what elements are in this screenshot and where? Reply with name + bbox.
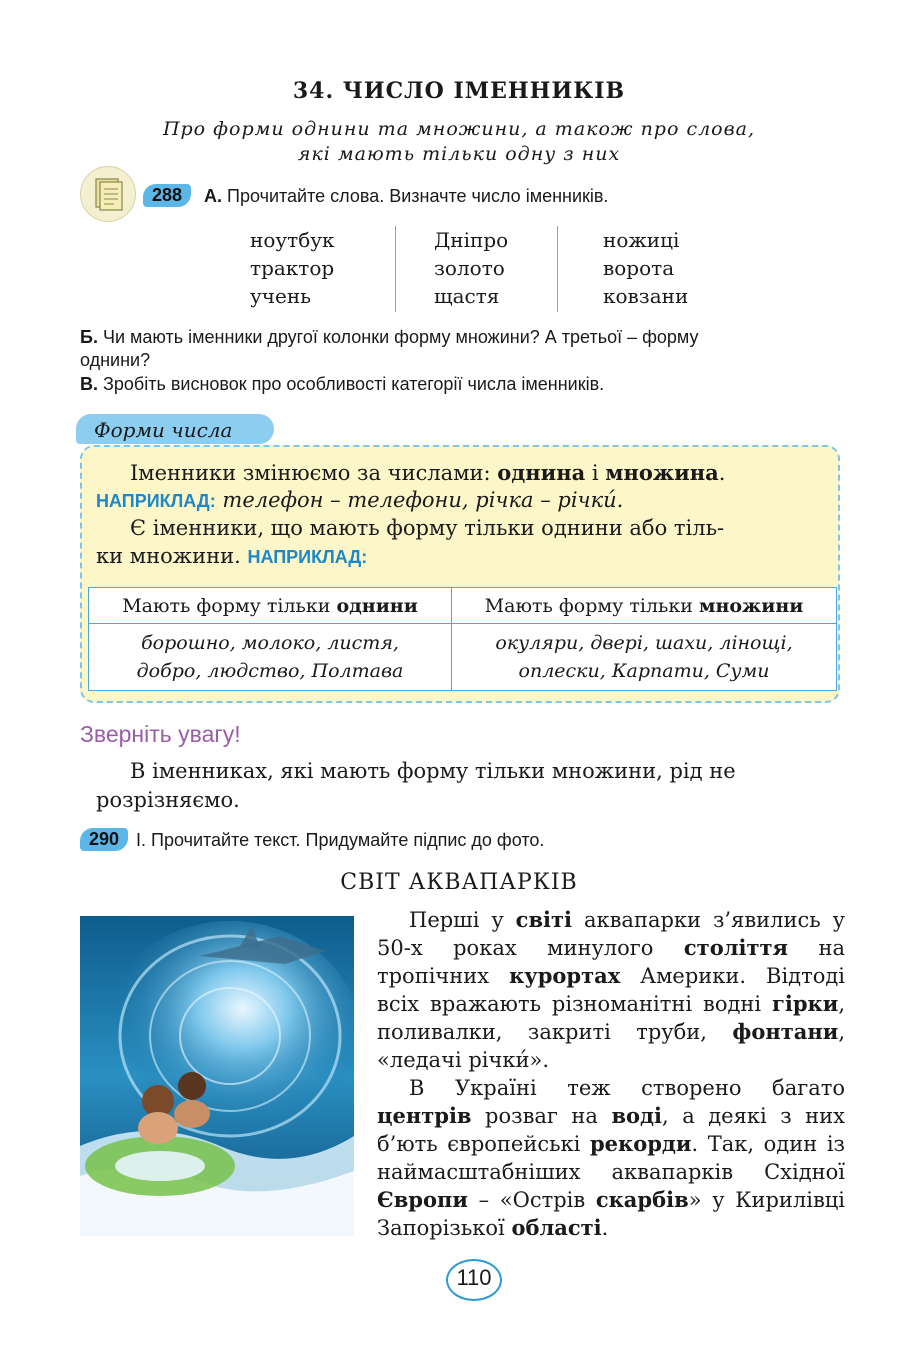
text-run: , а деякі з них б’ють європейські xyxy=(377,1104,845,1156)
exercise-number-badge: 290 xyxy=(80,828,128,851)
exercise-task: І. Прочитайте текст. Придумайте підпис до фото. xyxy=(136,830,545,850)
task-b-text-line-1: Чи мають іменники другої колонки форму множини? А третьої – форму xyxy=(97,327,699,347)
note-line-1: В іменниках, які мають форму тільки множини, рід не xyxy=(130,759,736,783)
rule-paragraph-1 xyxy=(130,458,725,488)
word: ножиці xyxy=(603,228,680,252)
bold-word: століття xyxy=(683,935,789,960)
table-cell-singular xyxy=(89,624,452,691)
rule-label: Форми числа xyxy=(94,418,233,442)
note-line-2: розрізняємо. xyxy=(96,788,240,812)
attention-note xyxy=(96,757,846,815)
subtitle-line-1: Про форми однини та множини, а також про слова, xyxy=(162,118,756,140)
word: золото xyxy=(434,256,505,280)
task-c-prefix: В. xyxy=(80,374,98,394)
column-divider xyxy=(395,226,396,312)
example-text: телефон – телефони, річка – річки́. xyxy=(215,488,624,512)
bold-word: світі xyxy=(515,907,573,932)
word-column-1 xyxy=(250,226,335,310)
bold-word: гірки xyxy=(772,991,839,1016)
text-run: – «Острів xyxy=(467,1188,596,1212)
rule-text: ки множини. xyxy=(96,544,241,568)
example-label: НАПРИКЛАД: xyxy=(96,491,216,511)
rule-text: . xyxy=(718,461,726,485)
attention-heading: Зверніть увагу! xyxy=(80,721,241,747)
text-run: . Так, один із наймасштабніших аквапарків Східної xyxy=(377,1132,845,1184)
cell-line: окуляри, двері, шахи, лінощі, xyxy=(495,632,793,654)
rule-paragraph-2-line-1: Є іменники, що мають форму тільки однини або тіль- xyxy=(130,516,725,540)
text-run: , поливалки, закриті труби, xyxy=(377,992,845,1044)
article-paragraph-2 xyxy=(377,1074,845,1242)
header-bold-text: множини xyxy=(698,594,804,617)
header-text: Мають форму тільки xyxy=(122,594,337,617)
table-header-row xyxy=(89,588,837,624)
rule-term-plural: множина xyxy=(605,460,719,485)
column-divider xyxy=(557,226,558,312)
number-forms-table xyxy=(88,587,837,691)
page-subtitle xyxy=(0,117,918,167)
task-b-text-line-2: однини? xyxy=(80,350,151,370)
cell-line: борошно, молоко, листя, xyxy=(141,632,399,654)
text-run: Перші у xyxy=(409,908,516,932)
article-text xyxy=(377,906,845,1242)
page-title: 34. ЧИСЛО ІМЕННИКІВ xyxy=(292,78,626,104)
table-row xyxy=(89,624,837,691)
task-a-text: Прочитайте слова. Визначте число іменників. xyxy=(222,186,609,206)
word: Дніпро xyxy=(434,228,509,252)
rule-text: і xyxy=(585,461,606,485)
waterpark-photo xyxy=(80,916,354,1236)
header-text: Мають форму тільки xyxy=(484,594,699,617)
table-header-singular xyxy=(89,588,452,624)
word: ворота xyxy=(603,256,675,280)
table-cell-plural xyxy=(452,624,837,691)
word-column-2 xyxy=(434,226,508,310)
text-run: Америки. Відтоді всіх вражають різноманітні водні xyxy=(377,964,845,1016)
subtitle-line-2: які мають тільки одну з них xyxy=(297,143,621,165)
text-run: розваг на xyxy=(471,1104,612,1128)
bold-word: фонтани xyxy=(732,1019,839,1044)
text-run: , «ледачі річки́». xyxy=(377,1020,845,1072)
word-column-3 xyxy=(603,226,688,310)
bold-word: Європи xyxy=(377,1187,468,1212)
text-run: на тропічних xyxy=(377,936,845,988)
cell-line: оплески, Карпати, Суми xyxy=(518,660,770,682)
text-run: аквапарки з’явились у 50-х роках минулого xyxy=(377,908,845,960)
bold-word: рекорди xyxy=(589,1131,692,1156)
exercise-task-a xyxy=(204,186,608,207)
text-run: . xyxy=(601,1216,609,1240)
bold-word: центрів xyxy=(377,1103,472,1128)
word: учень xyxy=(250,284,312,308)
rule-text: Іменники змінюємо за числами: xyxy=(130,461,498,485)
bold-word: області xyxy=(511,1215,602,1240)
exercise-number-badge: 288 xyxy=(143,184,191,207)
table-header-plural xyxy=(452,588,837,624)
example-label: НАПРИКЛАД: xyxy=(247,547,368,567)
notebook-icon xyxy=(80,166,136,222)
page-number: 110 xyxy=(456,1265,492,1290)
task-a-prefix: А. xyxy=(204,186,222,206)
exercise-task-b xyxy=(80,326,699,372)
task-c-text: Зробіть висновок про особливості категорії числа іменників. xyxy=(98,374,605,394)
header-bold-text: однини xyxy=(336,594,418,617)
cell-line: добро, людство, Полтава xyxy=(136,660,404,682)
word: ноутбук xyxy=(250,228,335,252)
bold-word: воді xyxy=(611,1103,663,1128)
task-b-prefix: Б. xyxy=(80,327,98,347)
bold-word: скарбів xyxy=(595,1187,689,1212)
word: щастя xyxy=(434,284,500,308)
text-run: » у Кирилівці Запорізької xyxy=(377,1188,846,1240)
word: ковзани xyxy=(603,284,689,308)
word: трактор xyxy=(250,256,335,280)
exercise-task-c xyxy=(80,373,604,396)
rule-term-singular: однина xyxy=(497,460,586,485)
rule-example-1 xyxy=(96,486,623,516)
bold-word: курортах xyxy=(509,963,621,988)
text-run: В Україні теж створено багато xyxy=(409,1076,845,1100)
article-paragraph-1 xyxy=(377,906,845,1074)
rule-paragraph-2-line-2 xyxy=(96,542,367,572)
text-title: СВІТ АКВАПАРКІВ xyxy=(340,870,578,895)
